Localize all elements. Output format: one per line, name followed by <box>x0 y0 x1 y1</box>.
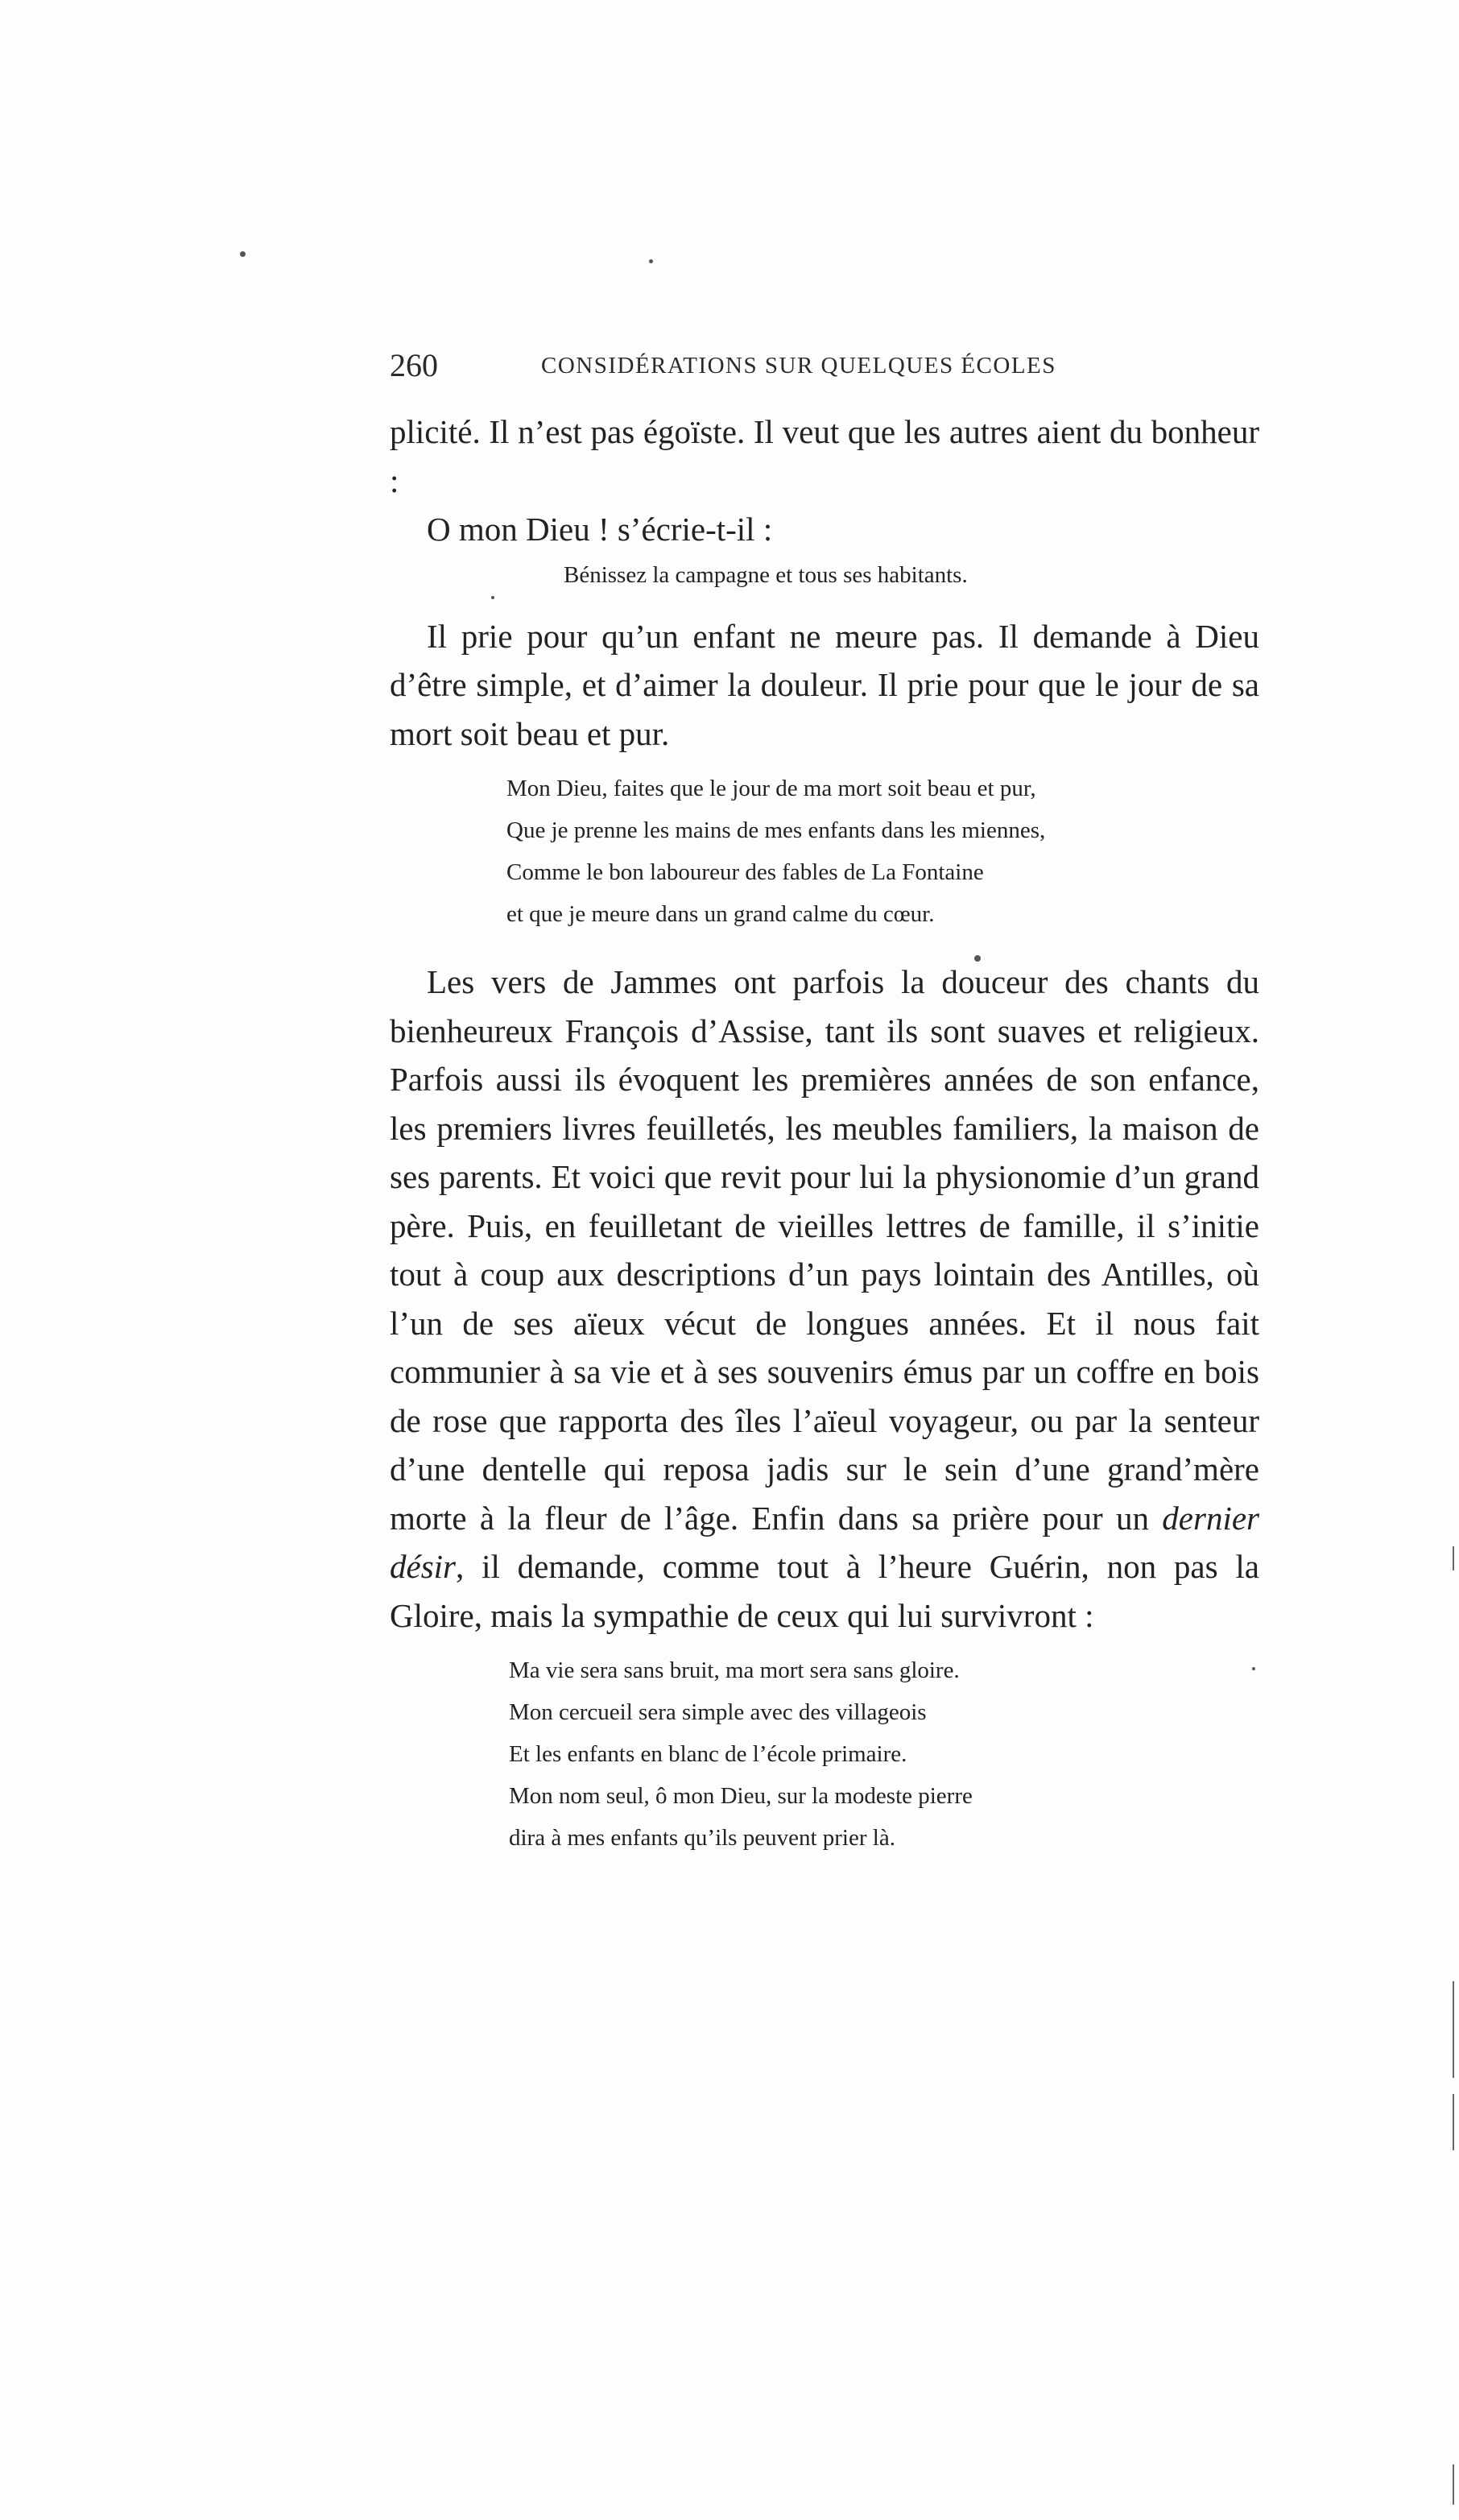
verse-line: Mon Dieu, faites que le jour de ma mort soit beau et pur, <box>506 776 1036 801</box>
verse-line: Comme le bon laboureur des fables de La Fontaine <box>506 859 984 885</box>
verse-line: Mon nom seul, ô mon Dieu, sur la modeste pierre <box>509 1783 973 1809</box>
scan-speck <box>240 251 246 257</box>
quote-line: Bénissez la campagne et tous ses habitants. <box>564 561 968 588</box>
page-header <box>390 346 1114 395</box>
verse-block-2 <box>509 1649 1259 1859</box>
verse-block-1 <box>506 768 1259 935</box>
scan-speck <box>491 596 494 599</box>
scan-edge-mark <box>1453 2464 1454 2505</box>
verse-line: Mon cercueil sera simple avec des villageois <box>509 1699 927 1725</box>
paragraph-2: O mon Dieu ! s’écrie-t-il : <box>427 511 773 548</box>
verse-line: et que je meure dans un grand calme du cœur. <box>506 901 935 927</box>
scan-speck <box>649 259 653 263</box>
scan-edge-mark <box>1453 2094 1454 2150</box>
paragraph-4-part-b: , il demande, comme tout à l’heure Guérin, non pas la Gloire, mais la sympathie de ceux qui lui survivront : <box>390 1548 1259 1634</box>
scan-edge-mark <box>1453 1981 1454 2078</box>
scan-speck <box>1252 1667 1255 1670</box>
verse-line: dira à mes enfants qu’ils peuvent prier là. <box>509 1825 895 1851</box>
page-number: 260 <box>390 347 438 383</box>
verse-line: Et les enfants en blanc de l’école primaire. <box>509 1741 907 1767</box>
paragraph-4 <box>390 958 1259 1640</box>
scan-edge-mark <box>1453 1546 1454 1570</box>
paragraph-1: plicité. Il n’est pas égoïste. Il veut que les autres aient du bonheur : <box>390 413 1259 499</box>
scan-speck <box>974 955 981 962</box>
verse-line: Ma vie sera sans bruit, ma mort sera sans gloire. <box>509 1657 960 1683</box>
running-head: CONSIDÉRATIONS SUR QUELQUES ÉCOLES <box>541 353 1056 379</box>
verse-line: Que je prenne les mains de mes enfants dans les miennes, <box>506 817 1046 843</box>
emphasis-title: dernier désir <box>390 1499 1259 1585</box>
page-body <box>390 408 1259 1868</box>
paragraph-4-part-a: Les vers de Jammes ont parfois la douceur des chants du bienheureux François d’Assise, tant ils sont suaves et religieux. Parfois aussi ils évoquent les premières années de son enfance, les premiers livres feuilletés, les meubles familiers, la maison de ses parents. Et voici que revit pour lui la physionomie d’un grand père. Puis, en feuilletant de vieilles lettres de famille, il s’initie tout à coup aux descriptions d’un pays lointain des Antilles, où l’un de ses aïeux vécut de longues années. Et il nous fait communier à sa vie et à ses souvenirs émus par un coffre en bois de rose que rapporta des îles l’aïeul voyageur, ou par la senteur d’une dentelle qui reposa jadis sur le sein d’une grand’mère morte à la fleur de l’âge. Enfin dans sa prière pour un <box>390 963 1259 1537</box>
paragraph-3: Il prie pour qu’un enfant ne meure pas. Il demande à Dieu d’être simple, et d’aimer la douleur. Il prie pour que le jour de sa mort soit beau et pur. <box>390 617 1259 752</box>
